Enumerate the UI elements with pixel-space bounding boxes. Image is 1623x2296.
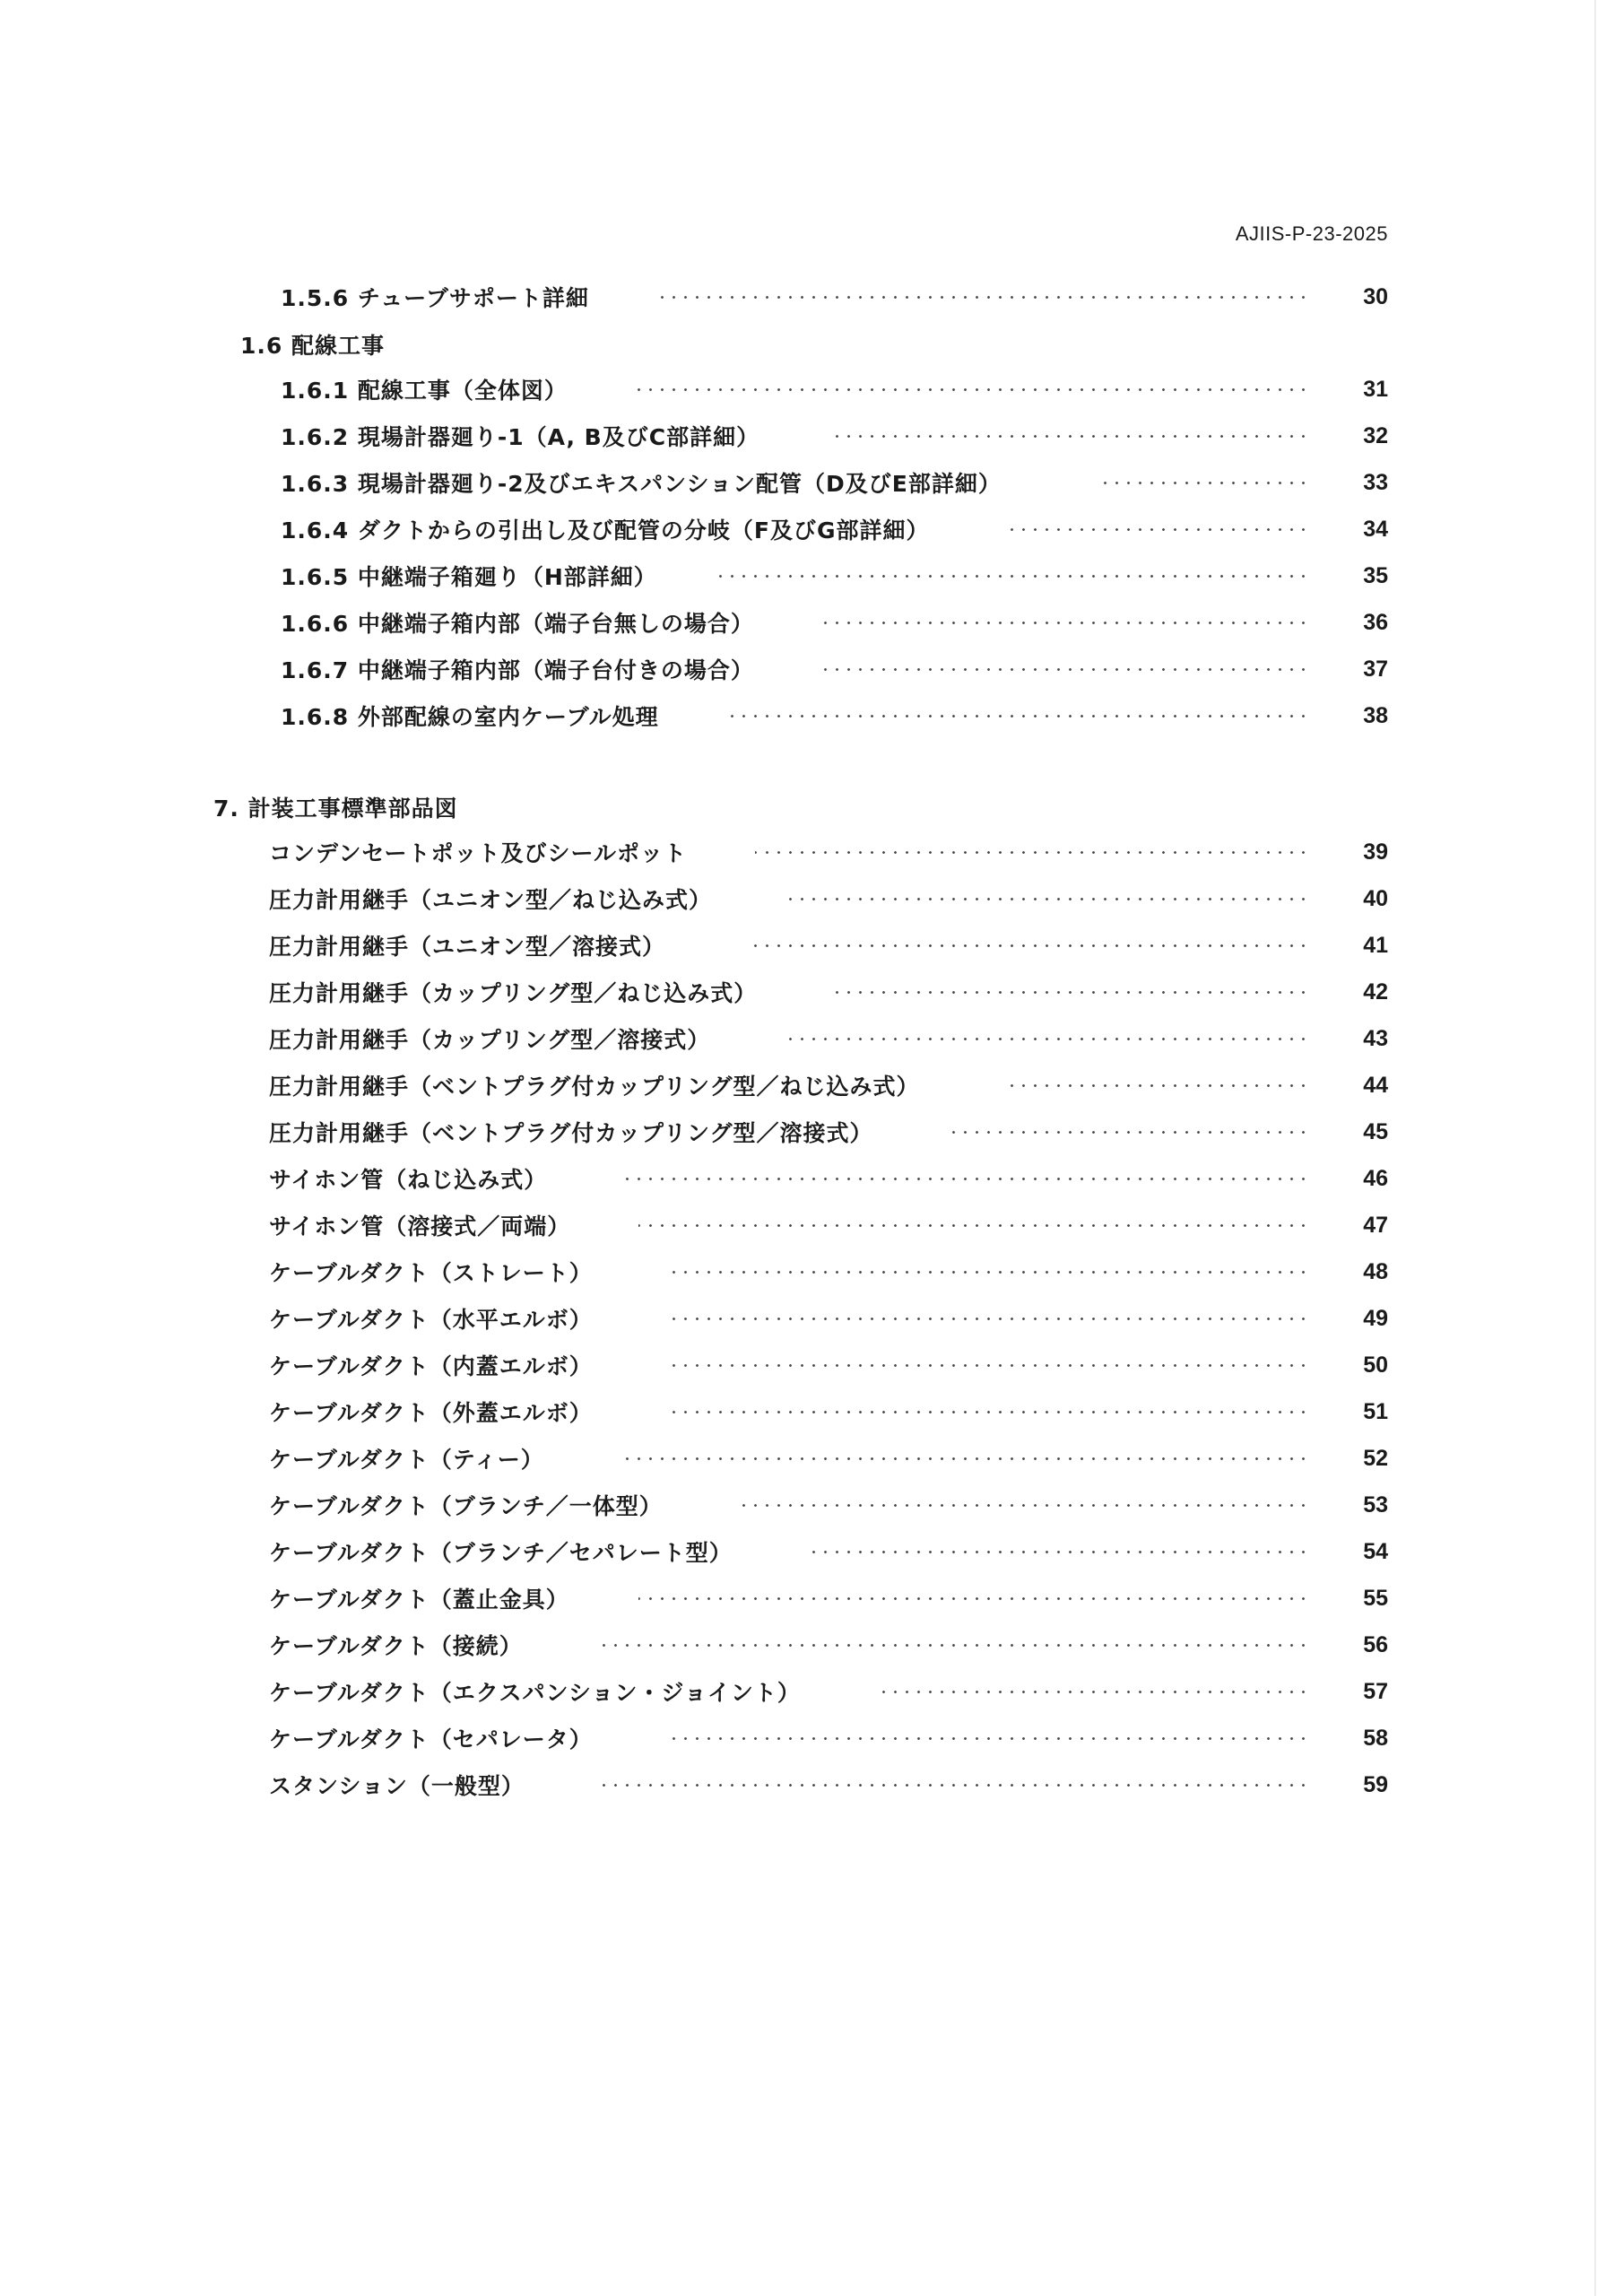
- toc-entry-page: 46: [1363, 1165, 1388, 1191]
- leader-dots: [594, 1622, 1309, 1668]
- toc-entry[interactable]: [0, 692, 1623, 739]
- toc-entry-title: 1.6.7 中継端子箱内部（端子台付きの場合）: [281, 657, 754, 683]
- toc-entry-page: 53: [1363, 1492, 1388, 1518]
- leader-dots: [809, 1528, 1309, 1575]
- toc-entry-page: 38: [1363, 702, 1388, 728]
- toc-entry[interactable]: [0, 1435, 1623, 1482]
- toc-entry[interactable]: [0, 599, 1623, 646]
- toc-entry-page: 50: [1363, 1352, 1388, 1378]
- toc-entry-title: ケーブルダクト（接続）: [269, 1633, 523, 1659]
- toc-entry-title: 1.5.6 チューブサポート詳細: [281, 285, 589, 311]
- toc-entry[interactable]: [0, 922, 1623, 969]
- toc-entry-title: 圧力計用継手（ユニオン型／溶接式）: [269, 934, 666, 960]
- toc-entry-page: 44: [1363, 1072, 1388, 1098]
- leader-dots: [665, 1248, 1309, 1295]
- toc-entry-title: サイホン管（ねじ込み式）: [269, 1167, 548, 1193]
- toc-entry[interactable]: [0, 1015, 1623, 1062]
- toc-entry-title: 1.6.6 中継端子箱内部（端子台無しの場合）: [281, 611, 754, 637]
- leader-dots: [782, 1015, 1309, 1062]
- toc-entry-title: 1.6.4 ダクトからの引出し及び配管の分岐（F及びG部詳細）: [281, 517, 930, 544]
- toc-entry-title: ケーブルダクト（セパレータ）: [269, 1726, 593, 1752]
- leader-dots: [755, 829, 1309, 875]
- toc-entry-page: 51: [1363, 1398, 1388, 1424]
- toc-entry[interactable]: [0, 366, 1623, 413]
- toc-entry-title: 1.6.8 外部配線の室内ケーブル処理: [281, 704, 659, 730]
- leader-dots: [638, 1202, 1309, 1248]
- toc-entry-page: 41: [1363, 932, 1388, 958]
- leader-dots: [818, 599, 1309, 646]
- toc-entry[interactable]: [0, 1248, 1623, 1295]
- toc-entry-page: 45: [1363, 1118, 1388, 1144]
- toc-entry-title: スタンション（一般型）: [269, 1773, 525, 1799]
- document-code: AJIIS-P-23-2025: [1235, 222, 1388, 245]
- leader-dots: [818, 646, 1309, 692]
- leader-dots: [665, 1715, 1309, 1761]
- leader-dots: [746, 922, 1309, 969]
- toc-entry-page: 36: [1363, 609, 1388, 635]
- leader-dots: [719, 552, 1309, 599]
- toc-entry-title: 圧力計用継手（ベントプラグ付カップリング型／ねじ込み式）: [269, 1074, 920, 1100]
- toc-entry[interactable]: [0, 1528, 1623, 1575]
- toc-entry-page: 54: [1363, 1538, 1388, 1564]
- toc-entry-title: 圧力計用継手（カップリング型／溶接式）: [269, 1027, 711, 1053]
- toc-entry[interactable]: [0, 1668, 1623, 1715]
- toc-entry[interactable]: [0, 875, 1623, 922]
- toc-entry-page: 32: [1363, 422, 1388, 448]
- leader-dots: [952, 1109, 1309, 1155]
- leader-dots: [665, 1342, 1309, 1388]
- leader-dots: [621, 1435, 1309, 1482]
- leader-dots: [827, 413, 1309, 459]
- toc-entry-title: 1.6.3 現場計器廻り-2及びエキスパンション配管（D及びE部詳細）: [281, 471, 1002, 497]
- leader-dots: [629, 366, 1309, 413]
- toc-entry-page: 56: [1363, 1631, 1388, 1657]
- leader-dots: [594, 1761, 1309, 1808]
- toc-entry-title: ケーブルダクト（水平エルボ）: [269, 1307, 593, 1333]
- toc-entry-page: 34: [1363, 516, 1388, 542]
- toc-entry-page: 42: [1363, 978, 1388, 1004]
- toc-entry[interactable]: [0, 1575, 1623, 1622]
- toc-entry-title: サイホン管（溶接式／両端）: [269, 1213, 571, 1239]
- leader-dots: [621, 1155, 1309, 1202]
- toc-entry-title: ケーブルダクト（蓋止金具）: [269, 1587, 569, 1613]
- toc-entry[interactable]: [0, 506, 1623, 552]
- toc-entry-page: 40: [1363, 885, 1388, 911]
- leader-dots: [665, 1295, 1309, 1342]
- toc-entry-page: 52: [1363, 1445, 1388, 1471]
- toc-entry-page: 49: [1363, 1305, 1388, 1331]
- toc-entry-title: ケーブルダクト（外蓋エルボ）: [269, 1400, 593, 1426]
- toc-entry-page: 37: [1363, 656, 1388, 682]
- toc-entry[interactable]: [0, 1761, 1623, 1808]
- section-heading: 1.6 配線工事: [240, 333, 385, 359]
- toc-entry-title: ケーブルダクト（ストレート）: [269, 1260, 593, 1286]
- toc-entry-page: 30: [1363, 283, 1388, 309]
- leader-dots: [836, 969, 1309, 1015]
- leader-dots: [737, 1482, 1309, 1528]
- toc-entry[interactable]: [0, 1388, 1623, 1435]
- leader-dots: [728, 692, 1309, 739]
- toc-entry-title: ケーブルダクト（ブランチ／セパレート型）: [269, 1540, 733, 1566]
- leader-dots: [881, 1668, 1309, 1715]
- toc-entry-page: 58: [1363, 1725, 1388, 1751]
- toc-entry[interactable]: [0, 413, 1623, 459]
- toc-entry-page: 57: [1363, 1678, 1388, 1704]
- toc-entry-title: ケーブルダクト（ブランチ／一体型）: [269, 1493, 663, 1519]
- toc-entry[interactable]: [0, 1622, 1623, 1668]
- toc-entry[interactable]: [0, 1482, 1623, 1528]
- toc-entry-page: 39: [1363, 839, 1388, 865]
- toc-entry-title: 1.6.2 現場計器廻り-1（A, B及びC部詳細）: [281, 424, 760, 450]
- toc-entry[interactable]: [0, 1715, 1623, 1761]
- toc-entry-page: 55: [1363, 1585, 1388, 1611]
- toc-entry[interactable]: [0, 1342, 1623, 1388]
- toc-entry[interactable]: [0, 1062, 1623, 1109]
- toc-entry[interactable]: [0, 829, 1623, 875]
- toc-entry-title: ケーブルダクト（エクスパンション・ジョイント）: [269, 1680, 801, 1706]
- toc-entry-page: 47: [1363, 1212, 1388, 1238]
- toc-entry-title: 1.6.1 配線工事（全体図）: [281, 378, 568, 404]
- leader-dots: [1006, 506, 1309, 552]
- toc-entry-title: 圧力計用継手（カップリング型／ねじ込み式）: [269, 980, 758, 1006]
- toc-entry-page: 59: [1363, 1771, 1388, 1797]
- toc-entry-title: 圧力計用継手（ユニオン型／ねじ込み式）: [269, 887, 713, 913]
- toc-entry[interactable]: [0, 969, 1623, 1015]
- toc-entry-title: ケーブルダクト（内蓋エルボ）: [269, 1353, 593, 1379]
- leader-dots: [1006, 1062, 1309, 1109]
- toc-entry[interactable]: [0, 274, 1623, 320]
- leader-dots: [665, 1388, 1309, 1435]
- toc-entry[interactable]: [0, 1155, 1623, 1202]
- toc-entry[interactable]: [0, 1295, 1623, 1342]
- section-heading: 7. 計装工事標準部品図: [213, 796, 458, 822]
- leader-dots: [1096, 459, 1309, 506]
- toc-entry[interactable]: [0, 1202, 1623, 1248]
- toc-entry[interactable]: [0, 1109, 1623, 1155]
- toc-entry-title: コンデンセートポット及びシールポット: [269, 840, 688, 866]
- toc-entry-page: 43: [1363, 1025, 1388, 1051]
- toc-entry-page: 33: [1363, 469, 1388, 495]
- toc-entry-page: 48: [1363, 1258, 1388, 1284]
- toc-entry[interactable]: [0, 552, 1623, 599]
- toc-entry-page: 35: [1363, 562, 1388, 588]
- toc-entry-title: 圧力計用継手（ベントプラグ付カップリング型／溶接式）: [269, 1120, 873, 1146]
- toc-entry-title: 1.6.5 中継端子箱廻り（H部詳細）: [281, 564, 657, 590]
- leader-dots: [657, 274, 1309, 320]
- leader-dots: [782, 875, 1309, 922]
- toc-entry-page: 31: [1363, 376, 1388, 402]
- toc-entry[interactable]: [0, 459, 1623, 506]
- toc-entry[interactable]: [0, 646, 1623, 692]
- leader-dots: [638, 1575, 1309, 1622]
- toc-entry-title: ケーブルダクト（ティー）: [269, 1447, 544, 1473]
